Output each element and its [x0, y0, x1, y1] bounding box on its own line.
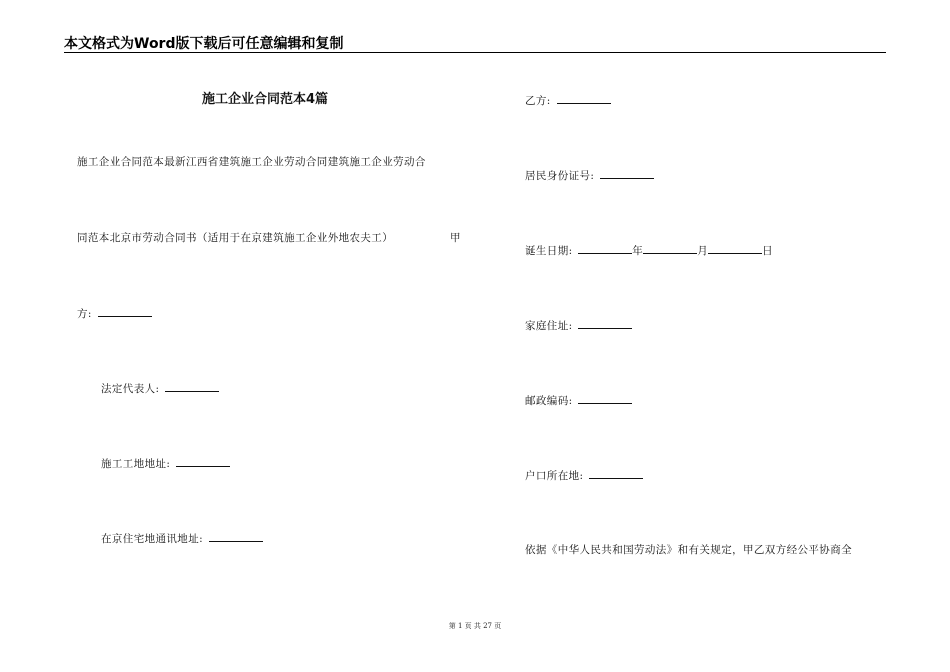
header-banner: 本文格式为Word版下载后可任意编辑和复制 — [64, 36, 344, 52]
party-a-blank — [98, 306, 152, 317]
page-number: 第 1 页 共 27 页 — [448, 622, 502, 630]
birth-month-unit: 月 — [697, 245, 709, 257]
hukou-blank — [589, 468, 643, 479]
party-b-label: 乙方: — [525, 95, 551, 107]
party-a-prefix: 甲 — [450, 232, 461, 244]
legal-rep-field — [101, 381, 219, 396]
document-title: 施工企业合同范本4篇 — [201, 92, 329, 107]
postal-code-field — [525, 393, 632, 408]
legal-rep-blank — [165, 381, 219, 392]
id-number-field — [525, 168, 654, 183]
birth-date-field — [525, 243, 773, 258]
residence-address-blank — [209, 531, 263, 542]
party-b-field — [525, 93, 611, 108]
home-address-field — [525, 318, 632, 333]
intro-paragraph-line-2: 同范本北京市劳动合同书（适用于在京建筑施工企业外地农夫工） — [77, 232, 394, 244]
home-address-label: 家庭住址: — [525, 320, 573, 332]
hukou-label: 户口所在地: — [525, 470, 584, 482]
site-address-field — [101, 456, 230, 471]
site-address-blank — [176, 456, 230, 467]
hukou-field — [525, 468, 643, 483]
birth-year-blank — [578, 243, 632, 254]
party-a-label: 方: — [77, 308, 92, 320]
legal-rep-label: 法定代表人: — [101, 383, 160, 395]
intro-paragraph-line-1: 施工企业合同范本最新江西省建筑施工企业劳动合同建筑施工企业劳动合 — [77, 156, 426, 168]
postal-code-blank — [578, 393, 632, 404]
birth-day-blank — [708, 243, 762, 254]
party-a-field — [77, 306, 152, 321]
birth-date-label: 诞生日期: — [525, 245, 573, 257]
birth-month-blank — [643, 243, 697, 254]
site-address-label: 施工工地地址: — [101, 458, 171, 470]
header-divider — [64, 52, 886, 53]
birth-day-unit: 日 — [762, 245, 774, 257]
id-number-blank — [600, 168, 654, 179]
party-b-blank — [557, 93, 611, 104]
id-number-label: 居民身份证号: — [525, 170, 595, 182]
legal-basis-paragraph: 依据《中华人民共和国劳动法》和有关规定，甲乙双方经公平协商全 — [525, 544, 852, 556]
birth-year-unit: 年 — [632, 245, 644, 257]
postal-code-label: 邮政编码: — [525, 395, 573, 407]
home-address-blank — [578, 318, 632, 329]
residence-address-label: 在京住宅地通讯地址: — [101, 533, 204, 545]
residence-address-field — [101, 531, 263, 546]
